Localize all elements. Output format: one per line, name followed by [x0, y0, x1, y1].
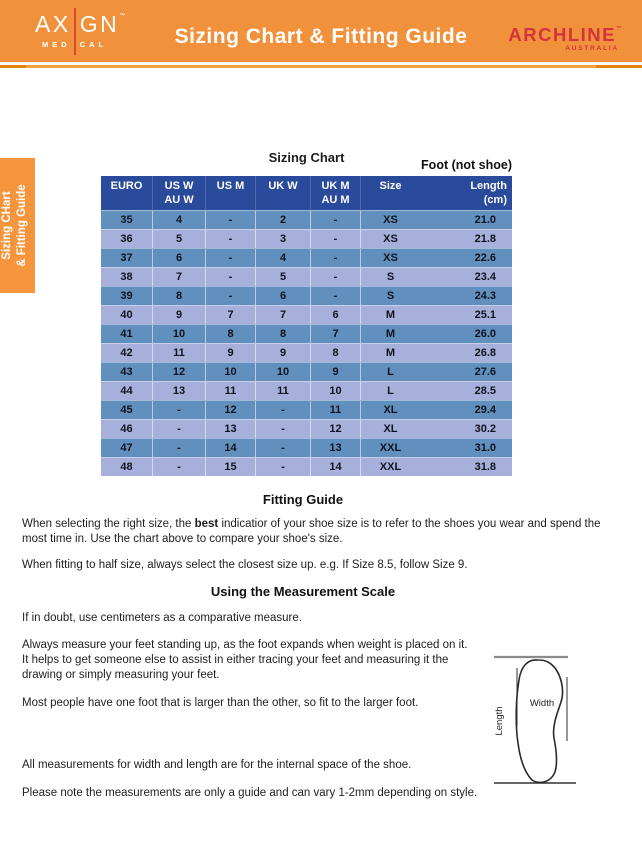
table-cell: 9 [310, 363, 360, 381]
axign-medical-right: CAL [79, 40, 108, 49]
table-cell: 7 [152, 268, 205, 286]
foot-measurement-diagram [488, 648, 642, 795]
table-cell: 9 [205, 344, 255, 362]
measurement-scale-heading: Using the Measurement Scale [210, 584, 396, 599]
length-label: Length [494, 706, 505, 736]
table-cell: 25.1 [474, 309, 496, 321]
table-cell: XS [360, 211, 420, 229]
table-row [101, 419, 512, 438]
table-row [101, 286, 512, 305]
header-cell-length: Length (cm) [470, 180, 507, 206]
side-tab-line2: & Fitting Guide [15, 184, 28, 267]
table-cell: - [205, 287, 255, 305]
header-band [0, 0, 642, 62]
table-cell: 36 [120, 233, 133, 245]
table-row [101, 210, 512, 229]
table-row [101, 248, 512, 267]
table-cell: - [310, 211, 360, 229]
table-cell: - [310, 249, 360, 267]
table-header-row [101, 176, 512, 210]
fitting-guide-paragraph-2: When fitting to half size, always select the closest size up. e.g. If Size 8.5, follow Size 9. [22, 559, 468, 571]
table-cell: XL [360, 401, 420, 419]
table-cell: S [360, 268, 420, 286]
sizing-table-body [101, 210, 512, 476]
table-cell: 38 [120, 271, 133, 283]
archline-australia-label: AUSTRALIA [565, 45, 619, 52]
table-cell: 12 [310, 420, 360, 438]
axign-medical-left: MED [42, 40, 71, 49]
table-cell: 13 [310, 439, 360, 457]
sizing-table [101, 176, 512, 476]
fitting-guide-paragraph-1: When selecting the right size, the best indicatior of your shoe size is to refer to the shoes you wear and spend the most time in. Use the chart above to compare your shoe's size. [22, 518, 601, 545]
table-cell: 14 [205, 439, 255, 457]
table-cell: 42 [120, 347, 133, 359]
table-cell: 8 [152, 287, 205, 305]
table-cell: - [205, 230, 255, 248]
table-cell: 2 [255, 211, 310, 229]
table-cell: 31.0 [474, 442, 496, 454]
table-cell: - [205, 268, 255, 286]
table-cell: 9 [255, 344, 310, 362]
table-cell: - [152, 458, 205, 476]
table-cell: 22.6 [474, 252, 496, 264]
header-divider-rule [0, 65, 642, 68]
table-cell: L [360, 382, 420, 400]
table-cell: 35 [120, 214, 133, 226]
archline-wordmark: ARCHLINE™ [508, 24, 622, 45]
table-cell: - [310, 268, 360, 286]
table-cell: 11 [310, 401, 360, 419]
table-cell: M [360, 344, 420, 362]
table-cell: XXL [360, 458, 420, 476]
table-cell: 11 [205, 382, 255, 400]
table-cell: 7 [205, 306, 255, 324]
table-row [101, 324, 512, 343]
table-cell: 12 [152, 363, 205, 381]
table-cell: 5 [152, 230, 205, 248]
table-cell: - [205, 211, 255, 229]
header-cell-us-m: US M [205, 176, 255, 210]
table-cell: 26.8 [474, 347, 496, 359]
table-cell: 43 [120, 366, 133, 378]
table-cell: 10 [310, 382, 360, 400]
table-cell: - [152, 420, 205, 438]
table-cell: XXL [360, 439, 420, 457]
table-cell: - [255, 439, 310, 457]
table-cell: XS [360, 249, 420, 267]
axign-word-right: GN™ [79, 11, 126, 37]
table-cell: - [205, 249, 255, 267]
side-tab-line1: Sizing CHart [1, 191, 13, 260]
header-cell-euro: EURO [110, 180, 143, 192]
table-cell: 44 [120, 385, 133, 397]
measurement-paragraph-1: If in doubt, use centimeters as a comparative measure. [22, 612, 302, 624]
table-cell: 24.3 [474, 290, 496, 302]
axign-tm-mark: ™ [119, 13, 126, 19]
table-row [101, 229, 512, 248]
measurement-paragraph-4: All measurements for width and length are for the internal space of the shoe. [22, 759, 412, 771]
table-cell: 28.5 [474, 385, 496, 397]
page-title: Sizing Chart & Fitting Guide [174, 25, 468, 48]
fitting-guide-heading: Fitting Guide [262, 492, 344, 507]
table-cell: 8 [205, 325, 255, 343]
sizing-chart-section [101, 150, 512, 473]
table-row [101, 381, 512, 400]
table-cell: 11 [152, 344, 205, 362]
archline-tm-mark: ™ [616, 26, 622, 32]
table-cell: - [152, 401, 205, 419]
header-cell-us-w: US W AU W [152, 176, 205, 210]
archline-logo [508, 25, 622, 52]
table-cell: M [360, 306, 420, 324]
header-cell-uk-m: UK M AU M [310, 176, 360, 210]
table-cell: 48 [120, 461, 133, 473]
table-cell: 23.4 [474, 271, 496, 283]
table-row [101, 400, 512, 419]
table-cell: 31.8 [474, 461, 496, 473]
header-cell-size: Size [360, 176, 420, 210]
table-cell: 41 [120, 328, 133, 340]
table-cell: L [360, 363, 420, 381]
table-cell: 29.4 [474, 404, 496, 416]
table-cell: 10 [255, 363, 310, 381]
table-cell: 26.0 [474, 328, 496, 340]
table-cell: 8 [255, 325, 310, 343]
table-cell: 39 [120, 290, 133, 302]
foot-outline [516, 660, 562, 782]
measurement-paragraph-5: Please note the measurements are only a guide and can vary 1-2mm depending on style. [22, 787, 478, 799]
table-cell: 37 [120, 252, 133, 264]
table-cell: 40 [120, 309, 133, 321]
table-row [101, 267, 512, 286]
table-cell: 10 [152, 325, 205, 343]
table-cell: 9 [152, 306, 205, 324]
table-cell: 3 [255, 230, 310, 248]
table-cell: 21.8 [474, 233, 496, 245]
table-cell: 8 [310, 344, 360, 362]
measurement-paragraph-2: Always measure your feet standing up, as the foot expands when weight is placed on it. It helps to get someone else to assist in either tracing your feet and measuring it the drawing or simply measuring your feet. [22, 639, 468, 681]
table-cell: XS [360, 230, 420, 248]
table-row [101, 438, 512, 457]
table-cell: - [255, 458, 310, 476]
table-row [101, 362, 512, 381]
measurement-paragraph-3: Most people have one foot that is larger than the other, so fit to the larger foot. [22, 697, 419, 709]
table-cell: 21.0 [474, 214, 496, 226]
width-label: Width [529, 698, 555, 709]
header-cell-uk-w: UK W [255, 176, 310, 210]
table-cell: - [255, 420, 310, 438]
table-cell: 14 [310, 458, 360, 476]
table-row [101, 343, 512, 362]
table-cell: - [310, 287, 360, 305]
table-cell: M [360, 325, 420, 343]
axign-word-left: AX [35, 11, 71, 37]
table-cell: - [310, 230, 360, 248]
side-tab [0, 158, 35, 293]
side-tab-label [0, 158, 35, 293]
table-cell: 47 [120, 442, 133, 454]
table-cell: 13 [152, 382, 205, 400]
table-cell: XL [360, 420, 420, 438]
table-cell: 12 [205, 401, 255, 419]
table-cell: S [360, 287, 420, 305]
table-cell: 6 [255, 287, 310, 305]
foot-not-shoe-label: Foot (not shoe) [421, 158, 512, 172]
table-cell: - [152, 439, 205, 457]
table-cell: 46 [120, 423, 133, 435]
table-cell: 5 [255, 268, 310, 286]
table-cell: - [255, 401, 310, 419]
table-cell: 30.2 [474, 423, 496, 435]
table-cell: 45 [120, 404, 133, 416]
table-row [101, 457, 512, 476]
table-cell: 15 [205, 458, 255, 476]
bold-word: best [194, 518, 219, 530]
table-cell: 6 [310, 306, 360, 324]
table-cell: 6 [152, 249, 205, 267]
table-cell: 7 [310, 325, 360, 343]
table-cell: 27.6 [474, 366, 496, 378]
table-cell: 10 [205, 363, 255, 381]
table-cell: 7 [255, 306, 310, 324]
sizing-chart-title: Sizing Chart [268, 150, 345, 165]
table-cell: 4 [152, 211, 205, 229]
table-cell: 4 [255, 249, 310, 267]
table-row [101, 305, 512, 324]
table-cell: 13 [205, 420, 255, 438]
table-cell: 11 [255, 382, 310, 400]
